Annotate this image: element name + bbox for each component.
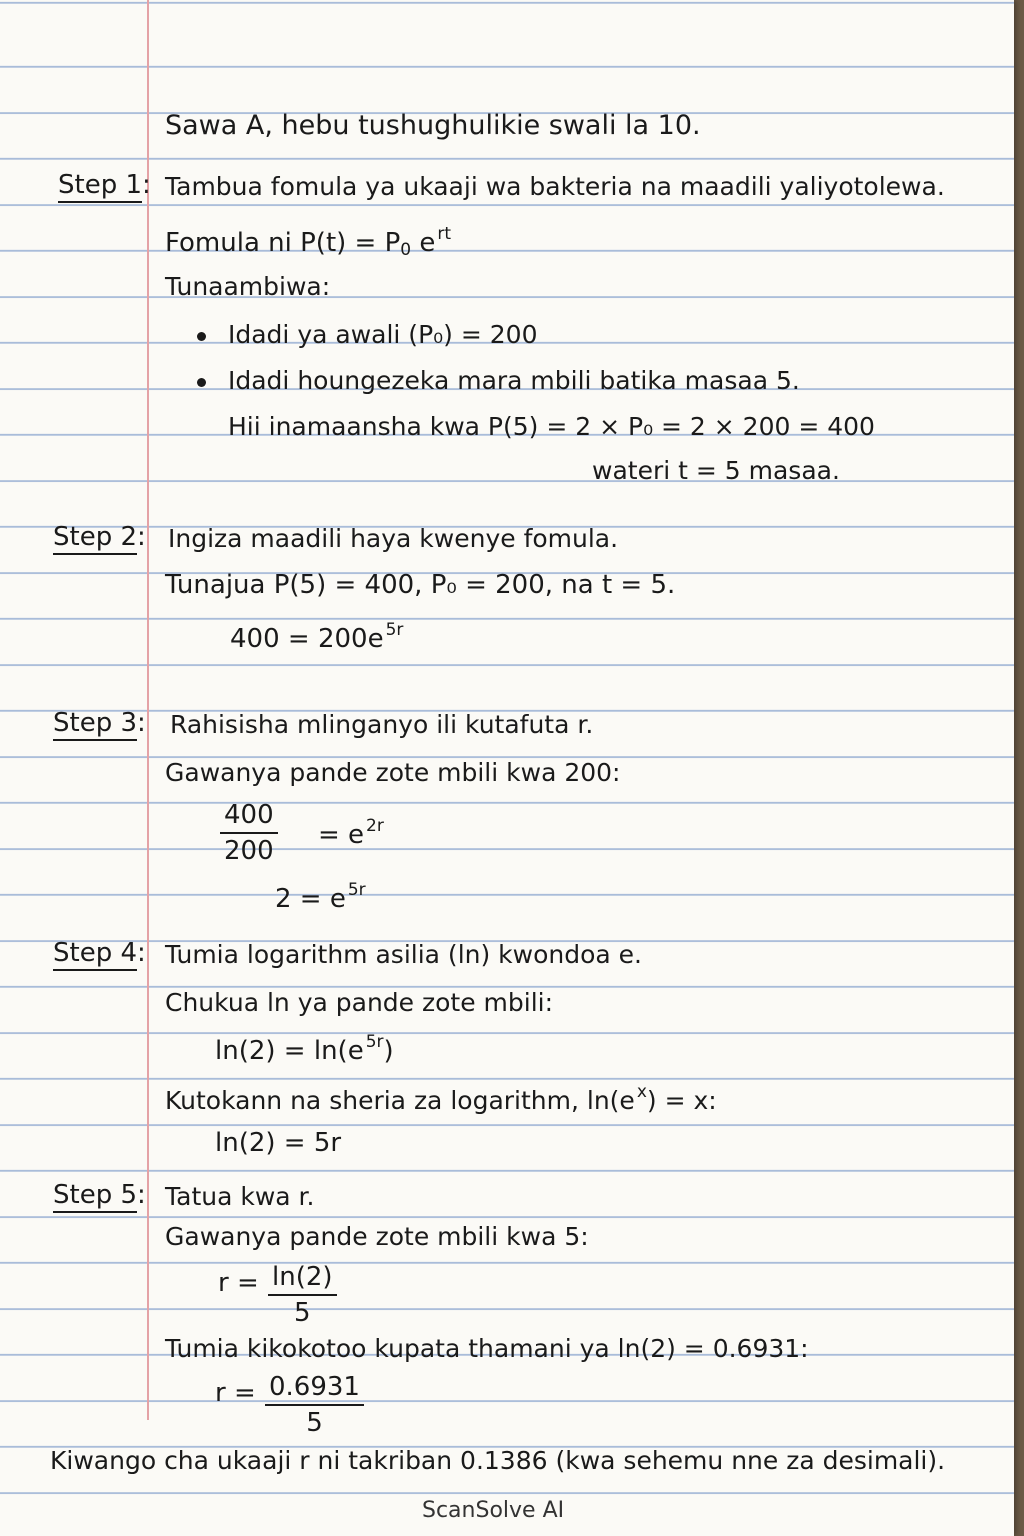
step-5-label: Step 5 bbox=[53, 1180, 137, 1213]
step-2-line-a: Tunajua P(5) = 400, P₀ = 200, na t = 5. bbox=[165, 570, 676, 600]
step-4-line-b: Kutokann na sheria za logarithm, ln(e $^x$) = x: bbox=[165, 1082, 717, 1115]
step-1-bullet-2: Idadi houngezeka mara mbili batika masaa 5. bbox=[228, 366, 800, 395]
step-3-title: Rahisisha mlinganyo ili kutafuta r. bbox=[170, 710, 594, 739]
step-2-title: Ingiza maadili haya kwenye fomula. bbox=[168, 524, 619, 553]
step-4-equation-2: ln(2) = 5r bbox=[215, 1128, 342, 1158]
conclusion-line: Kiwango cha ukaaji r ni takriban 0.1386 (kwa sehemu nne za desimali). bbox=[50, 1446, 946, 1475]
step-3-line-a: Gawanya pande zote mbili kwa 200: bbox=[165, 758, 621, 787]
step-5-eq1-lhs: r = bbox=[218, 1268, 259, 1298]
step-5-heading: Step 5: bbox=[53, 1180, 146, 1211]
step-1-formula: Fomula ni $P(t) = P_0$ e $^{rt}$ bbox=[165, 224, 452, 260]
step-5-title: Tatua kwa r. bbox=[165, 1182, 315, 1211]
step-1-label: Step 1 bbox=[58, 170, 142, 203]
step-3-equation-2: 2 = e $^{5r}$ bbox=[275, 880, 366, 914]
step-3-heading: Step 3: bbox=[53, 708, 146, 739]
step-1-bullet-1: Idadi ya awali (P₀) = 200 bbox=[228, 320, 538, 349]
step-3-fraction-numerator: 400 bbox=[220, 800, 278, 834]
step-1-line-a: Hii inamaansha kwa P(5) = 2 × P₀ = 2 × 200 = 400 bbox=[228, 412, 875, 441]
step-1-given-intro: Tunaambiwa: bbox=[165, 272, 331, 301]
step-5-eq2-lhs: r = bbox=[215, 1378, 256, 1408]
step-5-fraction-1-denominator: 5 bbox=[293, 1298, 311, 1328]
footer-brand: ScanSolve AI bbox=[422, 1498, 565, 1523]
step-3-label: Step 3 bbox=[53, 708, 137, 741]
bullet-1 bbox=[197, 332, 206, 341]
margin-line bbox=[147, 0, 149, 1420]
step-5-fraction-1 bbox=[268, 1262, 337, 1328]
step-2-label: Step 2 bbox=[53, 522, 137, 555]
step-4-equation-1: ln(2) = ln(e $^{5r}$) bbox=[215, 1032, 394, 1066]
step-4-title: Tumia logarithm asilia (ln) kwondoa e. bbox=[165, 940, 643, 969]
step-2-heading: Step 2: bbox=[53, 522, 146, 553]
intro-line: Sawa A, hebu tushughulikie swali la 10. bbox=[165, 110, 701, 141]
step-5-fraction-1-numerator: ln(2) bbox=[268, 1262, 337, 1296]
step-4-label: Step 4 bbox=[53, 938, 137, 971]
step-1-heading: Step 1: bbox=[58, 170, 151, 201]
step-3-fraction bbox=[220, 800, 278, 866]
step-2-equation: 400 = 200e $^{5r}$ bbox=[230, 620, 404, 654]
step-5-line-b: Tumia kikokotoo kupata thamani ya ln(2) = 0.6931: bbox=[165, 1334, 809, 1363]
step-5-fraction-2 bbox=[265, 1372, 364, 1438]
step-3-fraction-denominator: 200 bbox=[224, 836, 274, 866]
step-5-fraction-2-denominator: 5 bbox=[306, 1408, 323, 1438]
bullet-2 bbox=[197, 378, 206, 387]
step-1-title: Tambua fomula ya ukaaji wa bakteria na maadili yaliyotolewa. bbox=[165, 172, 945, 201]
step-3-fraction-rhs: = e $^{2r}$ bbox=[318, 816, 384, 850]
step-4-heading: Step 4: bbox=[53, 938, 146, 969]
step-5-fraction-2-numerator: 0.6931 bbox=[265, 1372, 364, 1406]
step-1-line-b: wateri t = 5 masaa. bbox=[592, 456, 840, 485]
step-5-line-a: Gawanya pande zote mbili kwa 5: bbox=[165, 1222, 589, 1251]
step-4-line-a: Chukua ln ya pande zote mbili: bbox=[165, 988, 554, 1017]
